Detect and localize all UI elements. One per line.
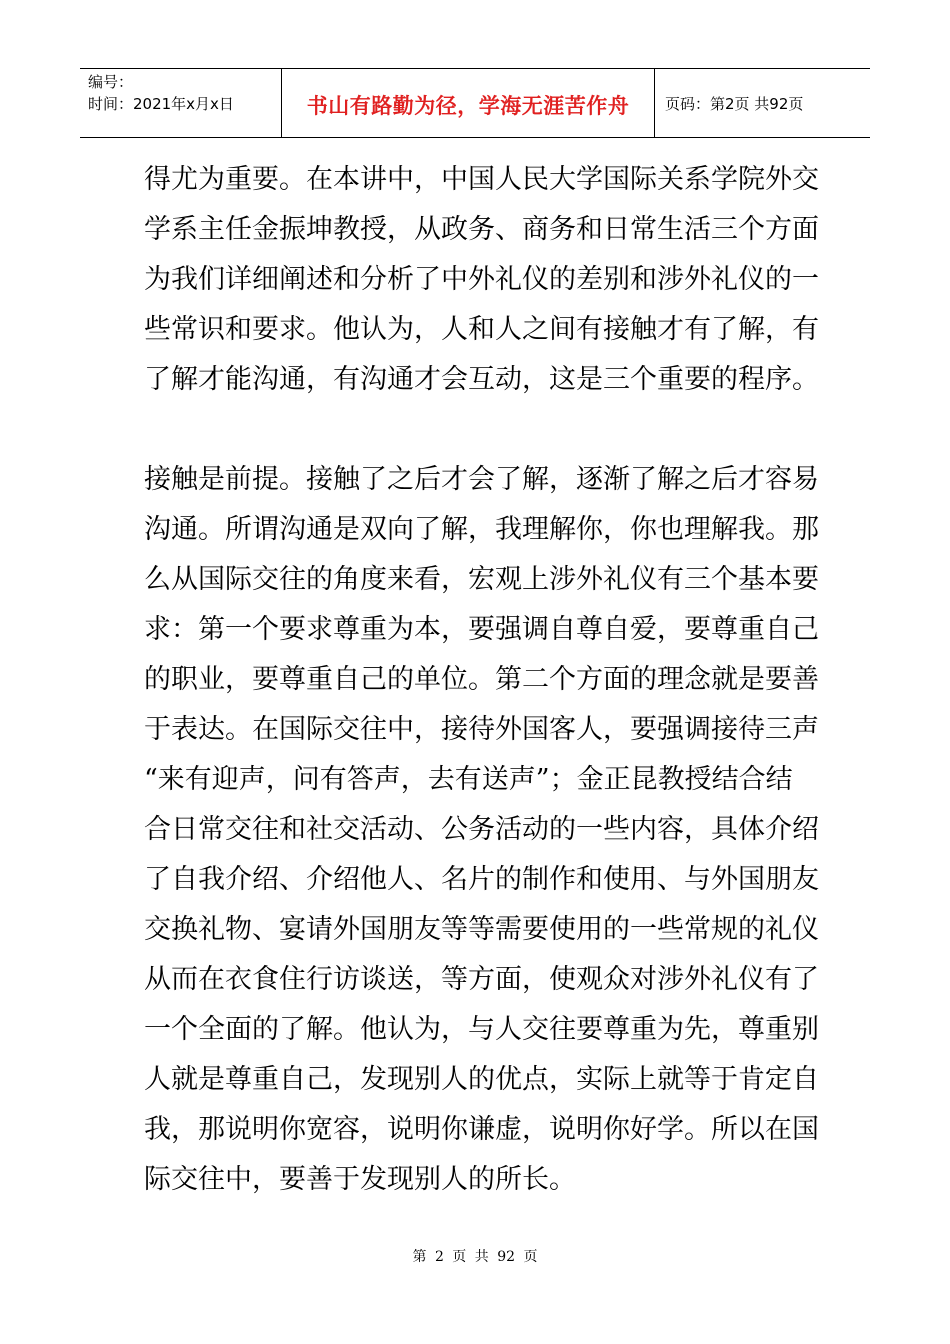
text-line: 求：第一个要求尊重为本，要强调自尊自爱，要尊重自己 bbox=[144, 614, 819, 645]
header-meta bbox=[80, 69, 282, 137]
text-line: “来有迎声，问有答声，去有送声”；金正昆教授结合结 bbox=[144, 764, 793, 795]
header-motto-cell bbox=[282, 69, 655, 137]
text-line: 的职业，要尊重自己的单位。第二个方面的理念就是要善 bbox=[144, 664, 819, 695]
text-line: 际交往中，要善于发现别人的所长。 bbox=[144, 1164, 576, 1195]
header-motto: 书山有路勤为径，学海无涯苦作舟 bbox=[306, 94, 630, 118]
header-page-cell bbox=[655, 69, 870, 137]
document-body bbox=[144, 155, 819, 1205]
time-label: 时间：2021年x月x日 bbox=[88, 95, 234, 113]
text-line: 沟通。所谓沟通是双向了解，我理解你，你也理解我。那 bbox=[144, 514, 819, 545]
text-line: 于表达。在国际交往中，接待外国客人，要强调接待三声 bbox=[144, 714, 819, 745]
text-line: 得尤为重要。在本讲中，中国人民大学国际关系学院外交 bbox=[144, 164, 819, 195]
paragraph-gap bbox=[144, 405, 814, 455]
header-page-code: 页码：第2页 共92页 bbox=[665, 94, 804, 113]
text-line: 为我们详细阐述和分析了中外礼仪的差别和涉外礼仪的一 bbox=[144, 264, 819, 295]
text-line: 接触是前提。接触了之后才会了解，逐渐了解之后才容易 bbox=[144, 464, 819, 495]
footer-page-number: 第 2 页 共 92 页 bbox=[412, 1249, 538, 1265]
text-line: 合日常交往和社交活动、公务活动的一些内容，具体介绍 bbox=[144, 814, 819, 845]
page-footer bbox=[0, 1246, 950, 1266]
document-header bbox=[80, 68, 870, 138]
text-line: 一个全面的了解。他认为，与人交往要尊重为先，尊重别 bbox=[144, 1014, 819, 1045]
text-line: 么从国际交往的角度来看，宏观上涉外礼仪有三个基本要 bbox=[144, 564, 819, 595]
text-line: 交换礼物、宴请外国朋友等等需要使用的一些常规的礼仪 bbox=[144, 914, 819, 945]
text-line: 从而在衣食住行访谈送，等方面，使观众对涉外礼仪有了 bbox=[144, 964, 819, 995]
text-line: 些常识和要求。他认为，人和人之间有接触才有了解，有 bbox=[144, 314, 819, 345]
text-line: 我，那说明你宽容，说明你谦虚，说明你好学。所以在国 bbox=[144, 1114, 819, 1145]
text-line: 人就是尊重自己，发现别人的优点，实际上就等于肯定自 bbox=[144, 1064, 819, 1095]
text-line: 学系主任金振坤教授，从政务、商务和日常生活三个方面 bbox=[144, 214, 819, 245]
text-line: 了解才能沟通，有沟通才会互动，这是三个重要的程序。 bbox=[144, 364, 819, 395]
number-label: 编号： bbox=[88, 73, 134, 91]
paragraph bbox=[144, 155, 819, 405]
text-line: 了自我介绍、介绍他人、名片的制作和使用、与外国朋友 bbox=[144, 864, 819, 895]
paragraph bbox=[144, 455, 819, 1205]
